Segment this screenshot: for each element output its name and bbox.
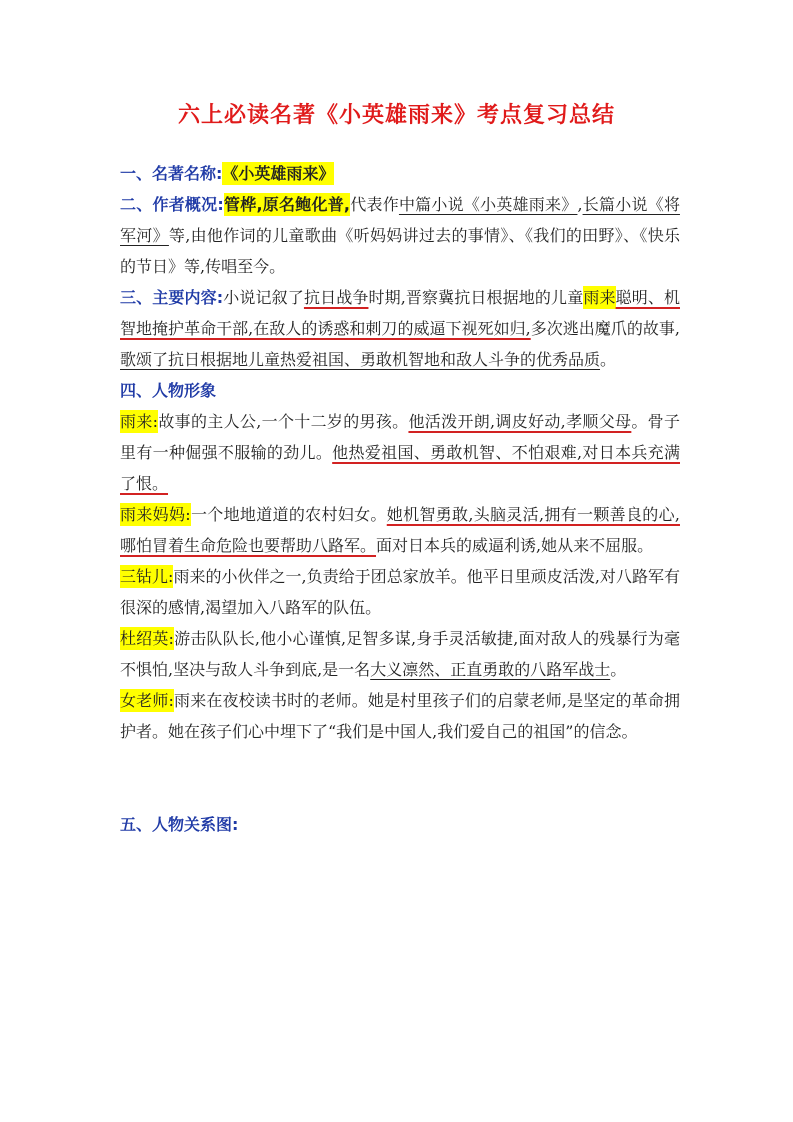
underlined-text: 中篇小说《小英雄雨来》 xyxy=(398,195,578,214)
underlined-text: 他热爱祖国、勇敢机智、不怕艰难,对日本兵充满了恨。 xyxy=(120,443,680,493)
character-name: 雨来妈妈: xyxy=(120,505,191,524)
character-name: 女老师: xyxy=(120,691,174,710)
document-body xyxy=(120,158,680,840)
character-yulai xyxy=(120,406,680,499)
character-female-teacher xyxy=(120,685,680,747)
character-name: 三钻儿: xyxy=(120,567,174,586)
underlined-text: 聪明、机智地掩护革命干部,在敌人的诱惑和刺刀的威逼下视死如归, xyxy=(120,288,680,338)
text-span: 面对日本兵的威逼利诱,她从来不屈服。 xyxy=(376,536,654,555)
section-author xyxy=(120,189,680,282)
text-span: 故事的主人公,一个十二岁的男孩。 xyxy=(158,412,409,431)
section-heading: 二、作者概况: xyxy=(120,195,224,214)
character-name: 雨来: xyxy=(120,412,159,431)
character-name: 杜绍英: xyxy=(120,629,174,648)
section-relationship xyxy=(120,809,680,840)
text-span: 小说记叙了 xyxy=(223,288,304,307)
section-heading: 三、主要内容: xyxy=(120,288,224,307)
book-name: 《小英雄雨来》 xyxy=(222,164,335,183)
page-title: 六上必读名著《小英雄雨来》考点复习总结 xyxy=(177,103,615,128)
text-span: 。 xyxy=(600,350,617,369)
text-span: 雨来在夜校读书时的老师。她是村里孩子们的启蒙老师,是坚定的革命拥护者。她在孩子们心中埋下了“我们是中国人,我们爱自己的祖国”的信念。 xyxy=(120,691,680,741)
character-yulai-mother xyxy=(120,499,680,561)
text-span: 。骨子里有一种倔强不服输的劲儿。 xyxy=(120,412,680,462)
section-book-name xyxy=(120,158,680,189)
underlined-text: 长篇小说《将军河》 xyxy=(120,195,680,245)
section-main-content xyxy=(120,282,680,375)
section-heading: 五、人物关系图: xyxy=(120,815,239,834)
underlined-text: 他活泼开朗,调皮好动,孝顺父母 xyxy=(408,412,632,431)
author-name: 管桦,原名鲍化普, xyxy=(223,195,351,214)
text-span: 等,由他作词的儿童歌曲《听妈妈讲过去的事情》、《我们的田野》、《快乐的节日》等,传唱至今。 xyxy=(120,226,680,276)
character-du-shaoying xyxy=(120,623,680,685)
section-heading: 一、名著名称: xyxy=(120,164,223,183)
section-characters-heading xyxy=(120,375,680,406)
underlined-text: 歌颂了抗日根据地儿童热爱祖国、勇敢机智地和敌人斗争的优秀品质 xyxy=(120,350,601,369)
underlined-text: 大义凛然、正直勇敢的八路军战士 xyxy=(370,660,611,679)
text-span: 时期,晋察冀抗日根据地的儿童 xyxy=(368,288,584,307)
highlighted-name: 雨来 xyxy=(583,288,616,307)
text-span: 游击队队长,他小心谨慎,足智多谋,身手灵活敏捷,面对敌人的残暴行为毫不惧怕,坚决与敌人斗争到底,是一名 xyxy=(120,629,680,679)
text-span: 。 xyxy=(610,660,627,679)
text-span: 代表作 xyxy=(350,195,399,214)
text-span: 多次逃出魔爪的故事, xyxy=(530,319,680,338)
text-span: 雨来的小伙伴之一,负责给于团总家放羊。他平日里顽皮活泼,对八路军有很深的感情,渴望加入八路军的队伍。 xyxy=(120,567,680,617)
underlined-text: 抗日战争 xyxy=(303,288,369,307)
text-span: , xyxy=(577,195,583,214)
text-span: 一个地地道道的农村妇女。 xyxy=(190,505,387,524)
section-heading: 四、人物形象 xyxy=(120,381,217,400)
underlined-text: 她机智勇敢,头脑灵活,拥有一颗善良的心,哪怕冒着生命危险也要帮助八路军。 xyxy=(120,505,680,555)
character-sanzuaner xyxy=(120,561,680,623)
